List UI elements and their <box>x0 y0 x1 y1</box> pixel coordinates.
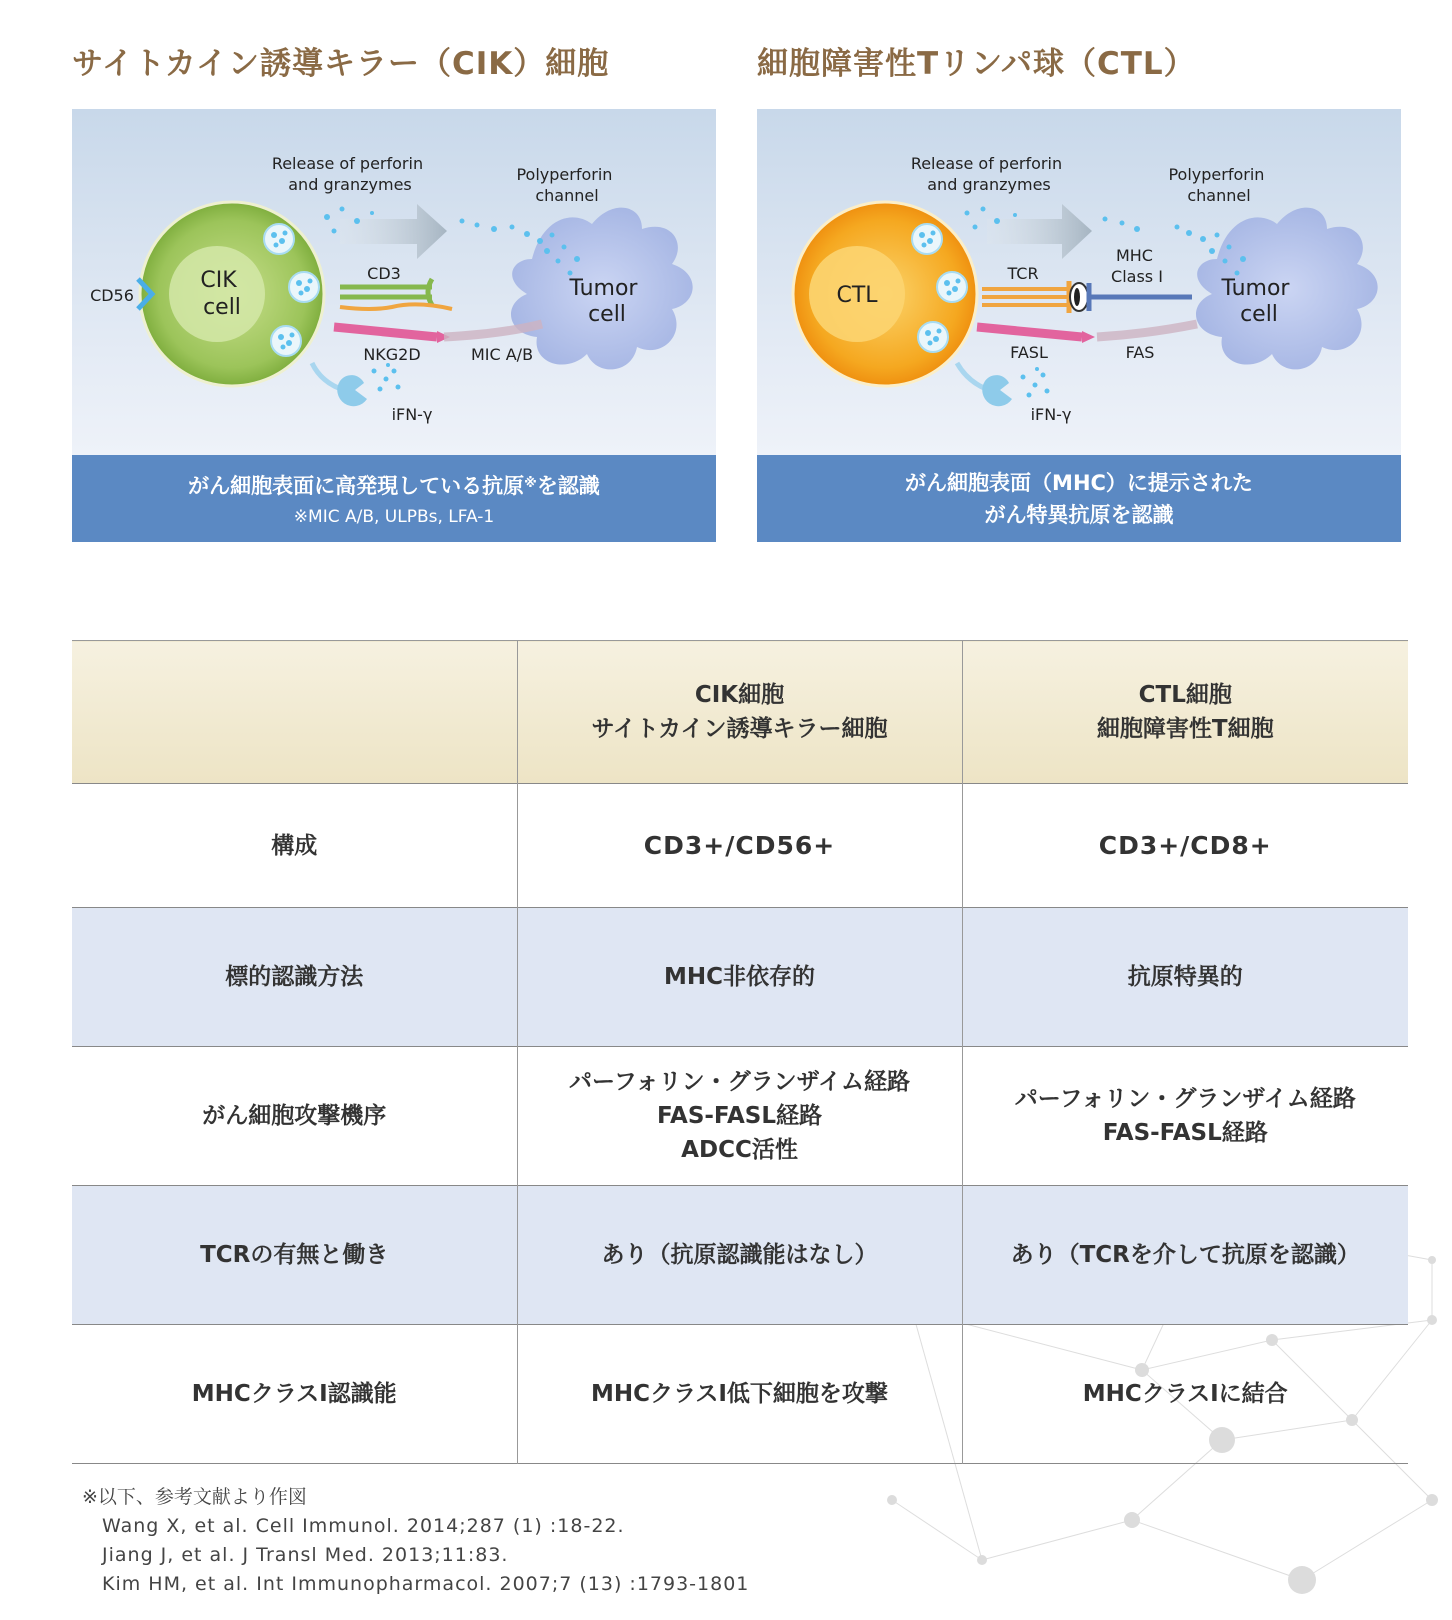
table-row <box>72 1186 1408 1325</box>
ctl-caption-line2: がん特異抗原を認識 <box>984 502 1174 527</box>
row-label: TCRの有無と働き <box>72 1186 517 1325</box>
table-row <box>72 908 1408 1047</box>
nkg2d-label: NKG2D <box>363 345 421 364</box>
cik-value: パーフォリン・グランザイム経路 FAS-FASL経路 ADCC活性 <box>517 1047 962 1186</box>
cik-value: あり（抗原認識能はなし） <box>517 1186 962 1325</box>
mhc-label-line2: Class I <box>1111 267 1163 286</box>
ctl-value: CD3+/CD8+ <box>962 784 1408 908</box>
release-label-line1: Release of perforin <box>910 154 1063 173</box>
reference-item: Kim HM, et al. Int Immunopharmacol. 2007;7 (13) :1793-1801 <box>102 1573 750 1595</box>
svg-text:Release of perforin an <box>911 154 1067 194</box>
cik-panel-title: サイトカイン誘導キラー（CIK）細胞 <box>72 46 610 82</box>
ctl-value: 抗原特異的 <box>962 908 1408 1047</box>
tumor-label-line2: cell <box>1240 302 1278 327</box>
cik-value: MHCクラスI低下細胞を攻撃 <box>517 1325 962 1464</box>
tcr-label: TCR <box>1007 264 1039 283</box>
perforin-release-arrow <box>340 204 447 259</box>
table-row <box>72 1047 1408 1186</box>
table-header-ctl: CTL細胞 細胞障害性T細胞 <box>962 641 1408 784</box>
row-label: がん細胞攻撃機序 <box>202 1103 387 1129</box>
svg-text:MHC Class I <box>1111 246 1163 286</box>
cd3-label: CD3 <box>367 264 401 283</box>
ifn-label: iFN-γ <box>391 405 433 424</box>
ctl-value: MHCクラスIに結合 <box>962 1325 1408 1464</box>
table-header-cik: CIK細胞 サイトカイン誘導キラー細胞 <box>517 641 962 784</box>
channel-label-line1: Polyperforin <box>1168 165 1265 184</box>
cik-diagram <box>72 109 716 455</box>
reference-item: Wang X, et al. Cell Immunol. 2014;287 (1) :18-22. <box>102 1515 625 1537</box>
svg-text:Release of perforin an <box>272 154 428 194</box>
fas-label: FAS <box>1125 343 1155 362</box>
ctl-value: パーフォリン・グランザイム経路 FAS-FASL経路 <box>962 1047 1408 1186</box>
ctl-diagram <box>757 109 1401 455</box>
table-row <box>72 784 1408 908</box>
tumor-label-line1: Tumor <box>1221 276 1290 301</box>
mic-label: MIC A/B <box>470 345 534 364</box>
cik-caption-note: ※MIC A/B, ULPBs, LFA-1 <box>293 506 495 527</box>
table-header-empty <box>72 641 517 784</box>
svg-text:Polyperforin channel <box>516 165 617 205</box>
cik-value: MHC非依存的 <box>517 908 962 1047</box>
comparison-table <box>72 640 1408 1464</box>
cik-value: CD3+/CD56+ <box>517 784 962 908</box>
row-label: 標的認識方法 <box>72 908 517 1047</box>
cik-cell-label-line1: CIK <box>200 268 237 293</box>
cik-cell-label-line2: cell <box>203 295 241 320</box>
ctl-caption <box>757 455 1401 542</box>
table-row <box>72 1325 1408 1464</box>
ctl-panel <box>757 109 1401 542</box>
mhc-label-line1: MHC <box>1115 246 1153 265</box>
row-label: 構成 <box>271 832 318 859</box>
references-title: ※以下、参考文献より作図 <box>82 1486 307 1508</box>
channel-label-line2: channel <box>1187 186 1251 205</box>
tumor-label-line2: cell <box>588 302 626 327</box>
cik-caption-main: がん細胞表面に高発現している抗原※を認識 <box>188 473 600 498</box>
ctl-value: あり（TCRを介して抗原を認識） <box>962 1186 1408 1325</box>
references <box>82 1482 749 1599</box>
channel-label-line2: channel <box>535 186 599 205</box>
reference-item: Jiang J, et al. J Transl Med. 2013;11:83. <box>102 1544 509 1566</box>
tumor-label-line1: Tumor <box>569 276 638 301</box>
channel-label-line1: Polyperforin <box>516 165 613 184</box>
ctl-cell-label: CTL <box>836 283 878 308</box>
svg-text:Polyperforin channel <box>1168 165 1269 205</box>
release-label-line2: and granzymes <box>927 175 1051 194</box>
fasl-label: FASL <box>1010 343 1048 362</box>
ctl-caption-line1: がん細胞表面（MHC）に提示された <box>905 470 1253 495</box>
ifn-label: iFN-γ <box>1030 405 1072 424</box>
ctl-panel-title: 細胞障害性Tリンパ球（CTL） <box>757 46 1196 82</box>
cd56-label: CD56 <box>90 286 134 305</box>
table-header-row <box>72 641 1408 784</box>
perforin-release-arrow <box>987 204 1092 259</box>
row-label: MHCクラスI認識能 <box>191 1381 397 1407</box>
cik-panel <box>72 109 716 542</box>
cik-caption <box>72 455 716 542</box>
release-label-line2: and granzymes <box>288 175 412 194</box>
release-label-line1: Release of perforin <box>271 154 424 173</box>
